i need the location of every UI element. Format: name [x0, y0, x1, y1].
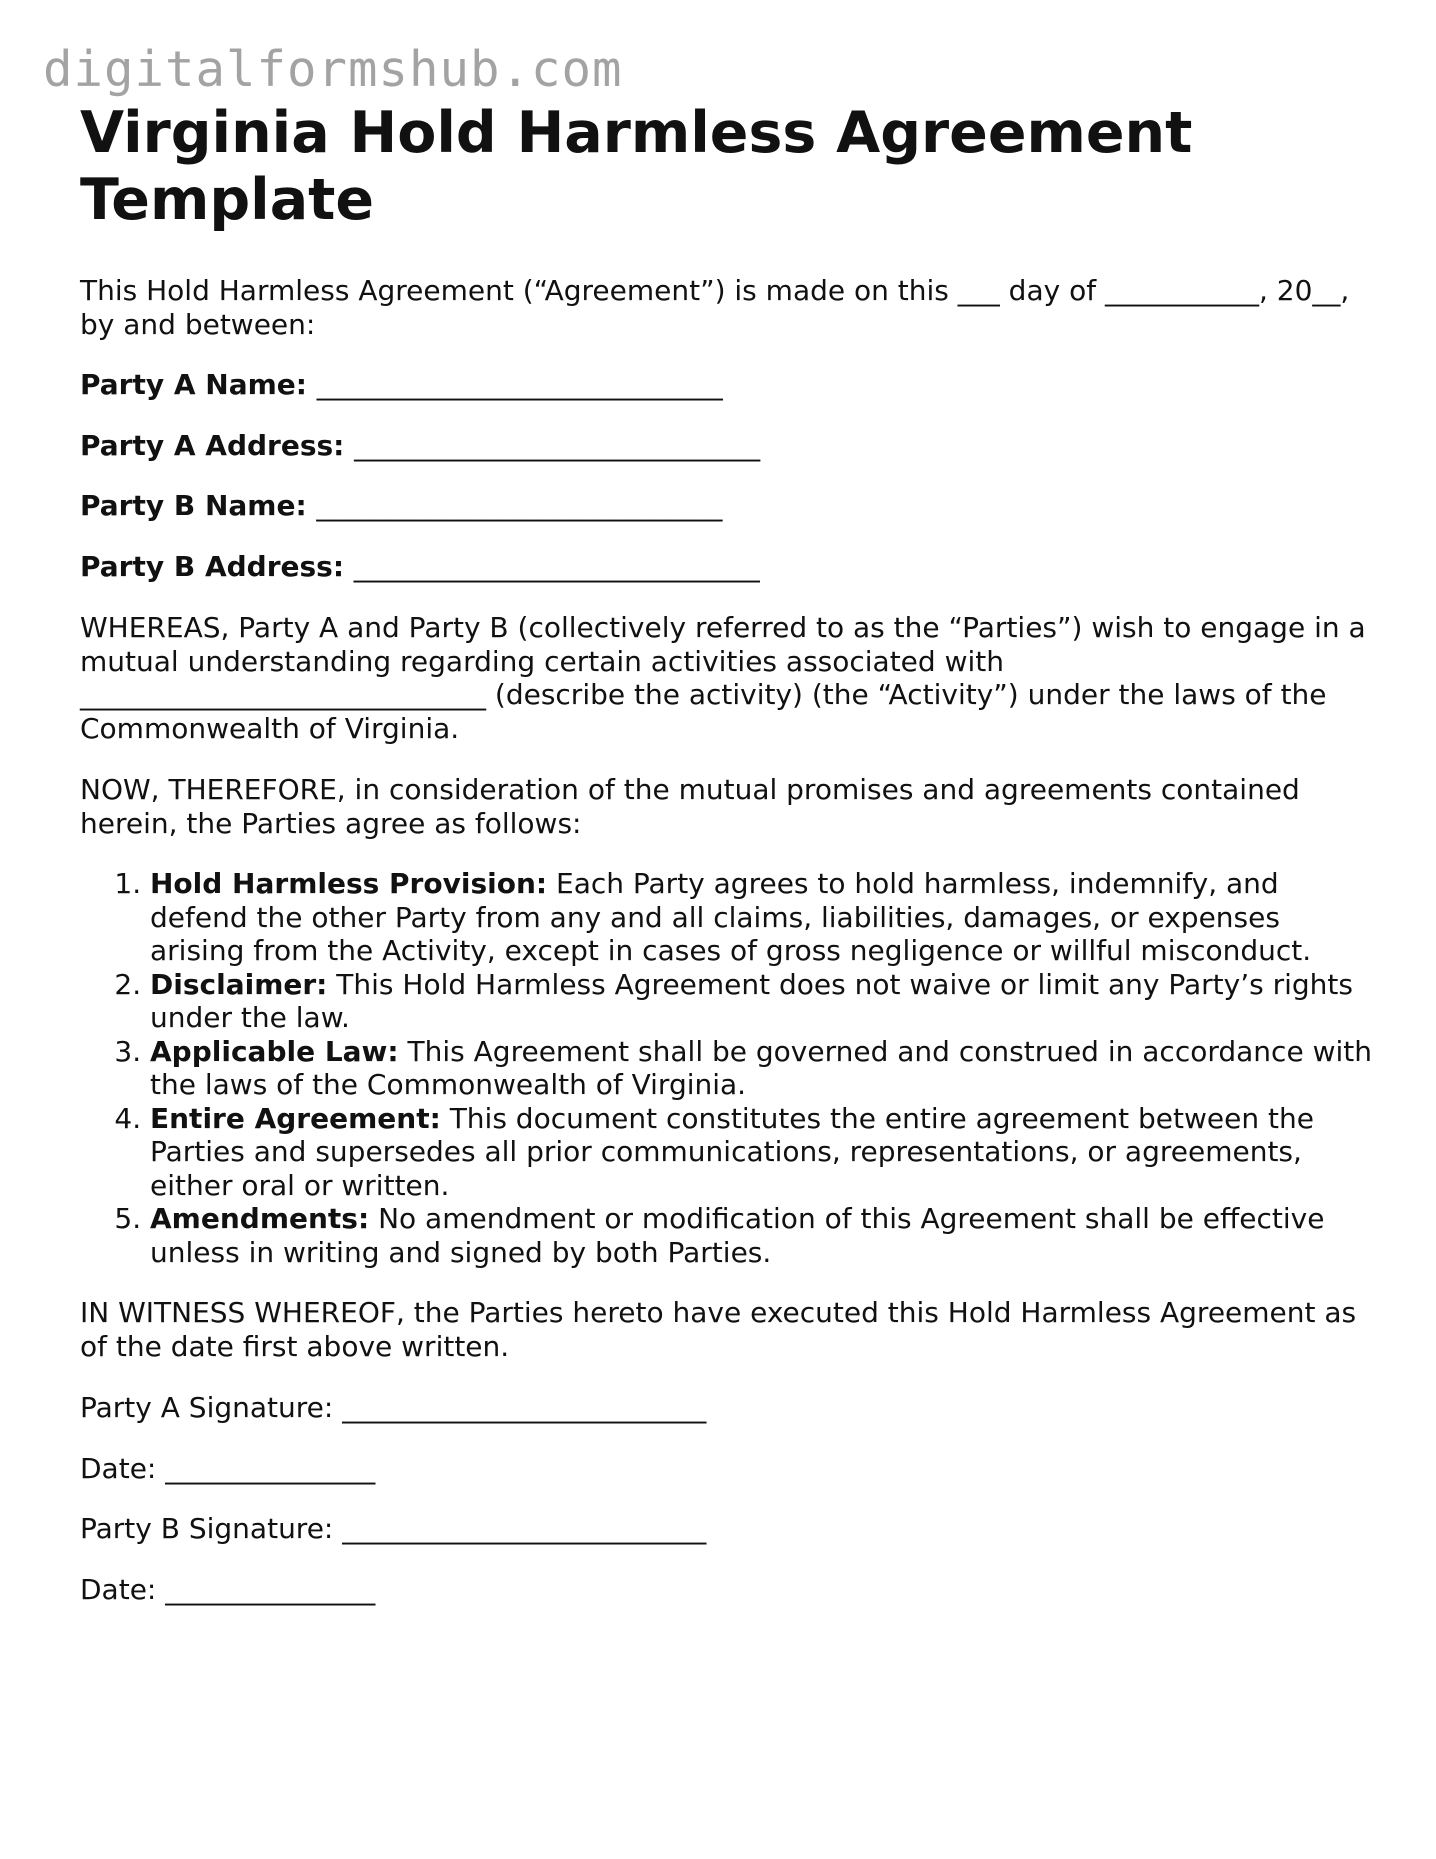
- term-item: [150, 968, 1380, 1035]
- party-b-date-line: [80, 1573, 1380, 1607]
- term-item: [150, 867, 1380, 968]
- term-item: [150, 1035, 1380, 1102]
- party-b-date-blank[interactable]: _______________: [165, 1572, 376, 1606]
- term-heading: Disclaimer:: [150, 967, 328, 1001]
- term-heading: Hold Harmless Provision:: [150, 867, 548, 900]
- terms-list: [80, 867, 1380, 1269]
- party-b-name-blank[interactable]: _____________________________: [316, 489, 723, 522]
- party-b-signature-blank[interactable]: __________________________: [342, 1512, 707, 1545]
- term-text: This Agreement shall be governed and construed in accordance with the laws of the Commonwealth of Virginia.: [150, 1034, 1372, 1101]
- party-a-date-line: [80, 1452, 1380, 1486]
- party-a-signature-blank[interactable]: __________________________: [342, 1391, 707, 1424]
- page-title: Virginia Hold Harmless Agreement Template: [80, 100, 1193, 233]
- document-body: [80, 100, 1380, 1606]
- witness-paragraph: IN WITNESS WHEREOF, the Parties hereto have executed this Hold Harmless Agreement as of the date first above written.: [80, 1296, 1357, 1363]
- party-b-name-label: Party B Name:: [80, 489, 307, 522]
- party-a-address-field: [80, 429, 1380, 463]
- party-a-name-label: Party A Name:: [80, 368, 307, 401]
- party-a-date-label: Date:: [80, 1451, 157, 1485]
- term-item: [150, 1202, 1380, 1269]
- term-heading: Amendments:: [150, 1202, 370, 1235]
- party-b-date-label: Date:: [80, 1572, 157, 1606]
- party-b-signature-line: [80, 1512, 1380, 1546]
- party-a-address-label: Party A Address:: [80, 428, 345, 462]
- term-item: [150, 1102, 1380, 1203]
- party-b-signature-label: Party B Signature:: [80, 1512, 334, 1545]
- party-b-address-label: Party B Address:: [80, 549, 345, 583]
- party-b-address-field: [80, 550, 1380, 584]
- term-heading: Applicable Law:: [150, 1034, 399, 1068]
- party-a-address-blank[interactable]: _____________________________: [354, 428, 761, 462]
- party-b-address-blank[interactable]: _____________________________: [353, 549, 760, 583]
- watermark: digitalformshub.com: [43, 41, 623, 98]
- intro-paragraph: This Hold Harmless Agreement (“Agreement”) is made on this ___ day of ___________, 20__, by and between:: [80, 274, 1350, 341]
- term-heading: Entire Agreement:: [150, 1101, 441, 1135]
- term-text: This document constitutes the entire agreement between the Parties and supersedes all prior communications, representations, or agreements, either oral or written.: [150, 1101, 1314, 1202]
- whereas-paragraph: WHEREAS, Party A and Party B (collectively referred to as the “Parties”) wish to engage in a mutual understanding regarding certain activities associated with _____________________________ (describe the activity) (the “Activity”) under the laws of the Commonwealth of Virginia.: [80, 611, 1366, 745]
- now-therefore-paragraph: NOW, THEREFORE, in consideration of the mutual promises and agreements contained herein, the Parties agree as follows:: [80, 773, 1300, 840]
- party-a-date-blank[interactable]: _______________: [165, 1451, 376, 1485]
- term-text: No amendment or modification of this Agreement shall be effective unless in writing and signed by both Parties.: [150, 1202, 1325, 1269]
- party-a-signature-line: [80, 1391, 1380, 1425]
- party-a-name-field: [80, 368, 1380, 402]
- party-a-name-blank[interactable]: _____________________________: [316, 368, 723, 401]
- term-text: Each Party agrees to hold harmless, indemnify, and defend the other Party from any and all claims, liabilities, damages, or expenses arising from the Activity, except in cases of gross negligence or willful misconduct.: [150, 867, 1312, 967]
- party-a-signature-label: Party A Signature:: [80, 1391, 334, 1424]
- term-text: This Hold Harmless Agreement does not waive or limit any Party’s rights under the law.: [150, 967, 1353, 1034]
- party-b-name-field: [80, 489, 1380, 523]
